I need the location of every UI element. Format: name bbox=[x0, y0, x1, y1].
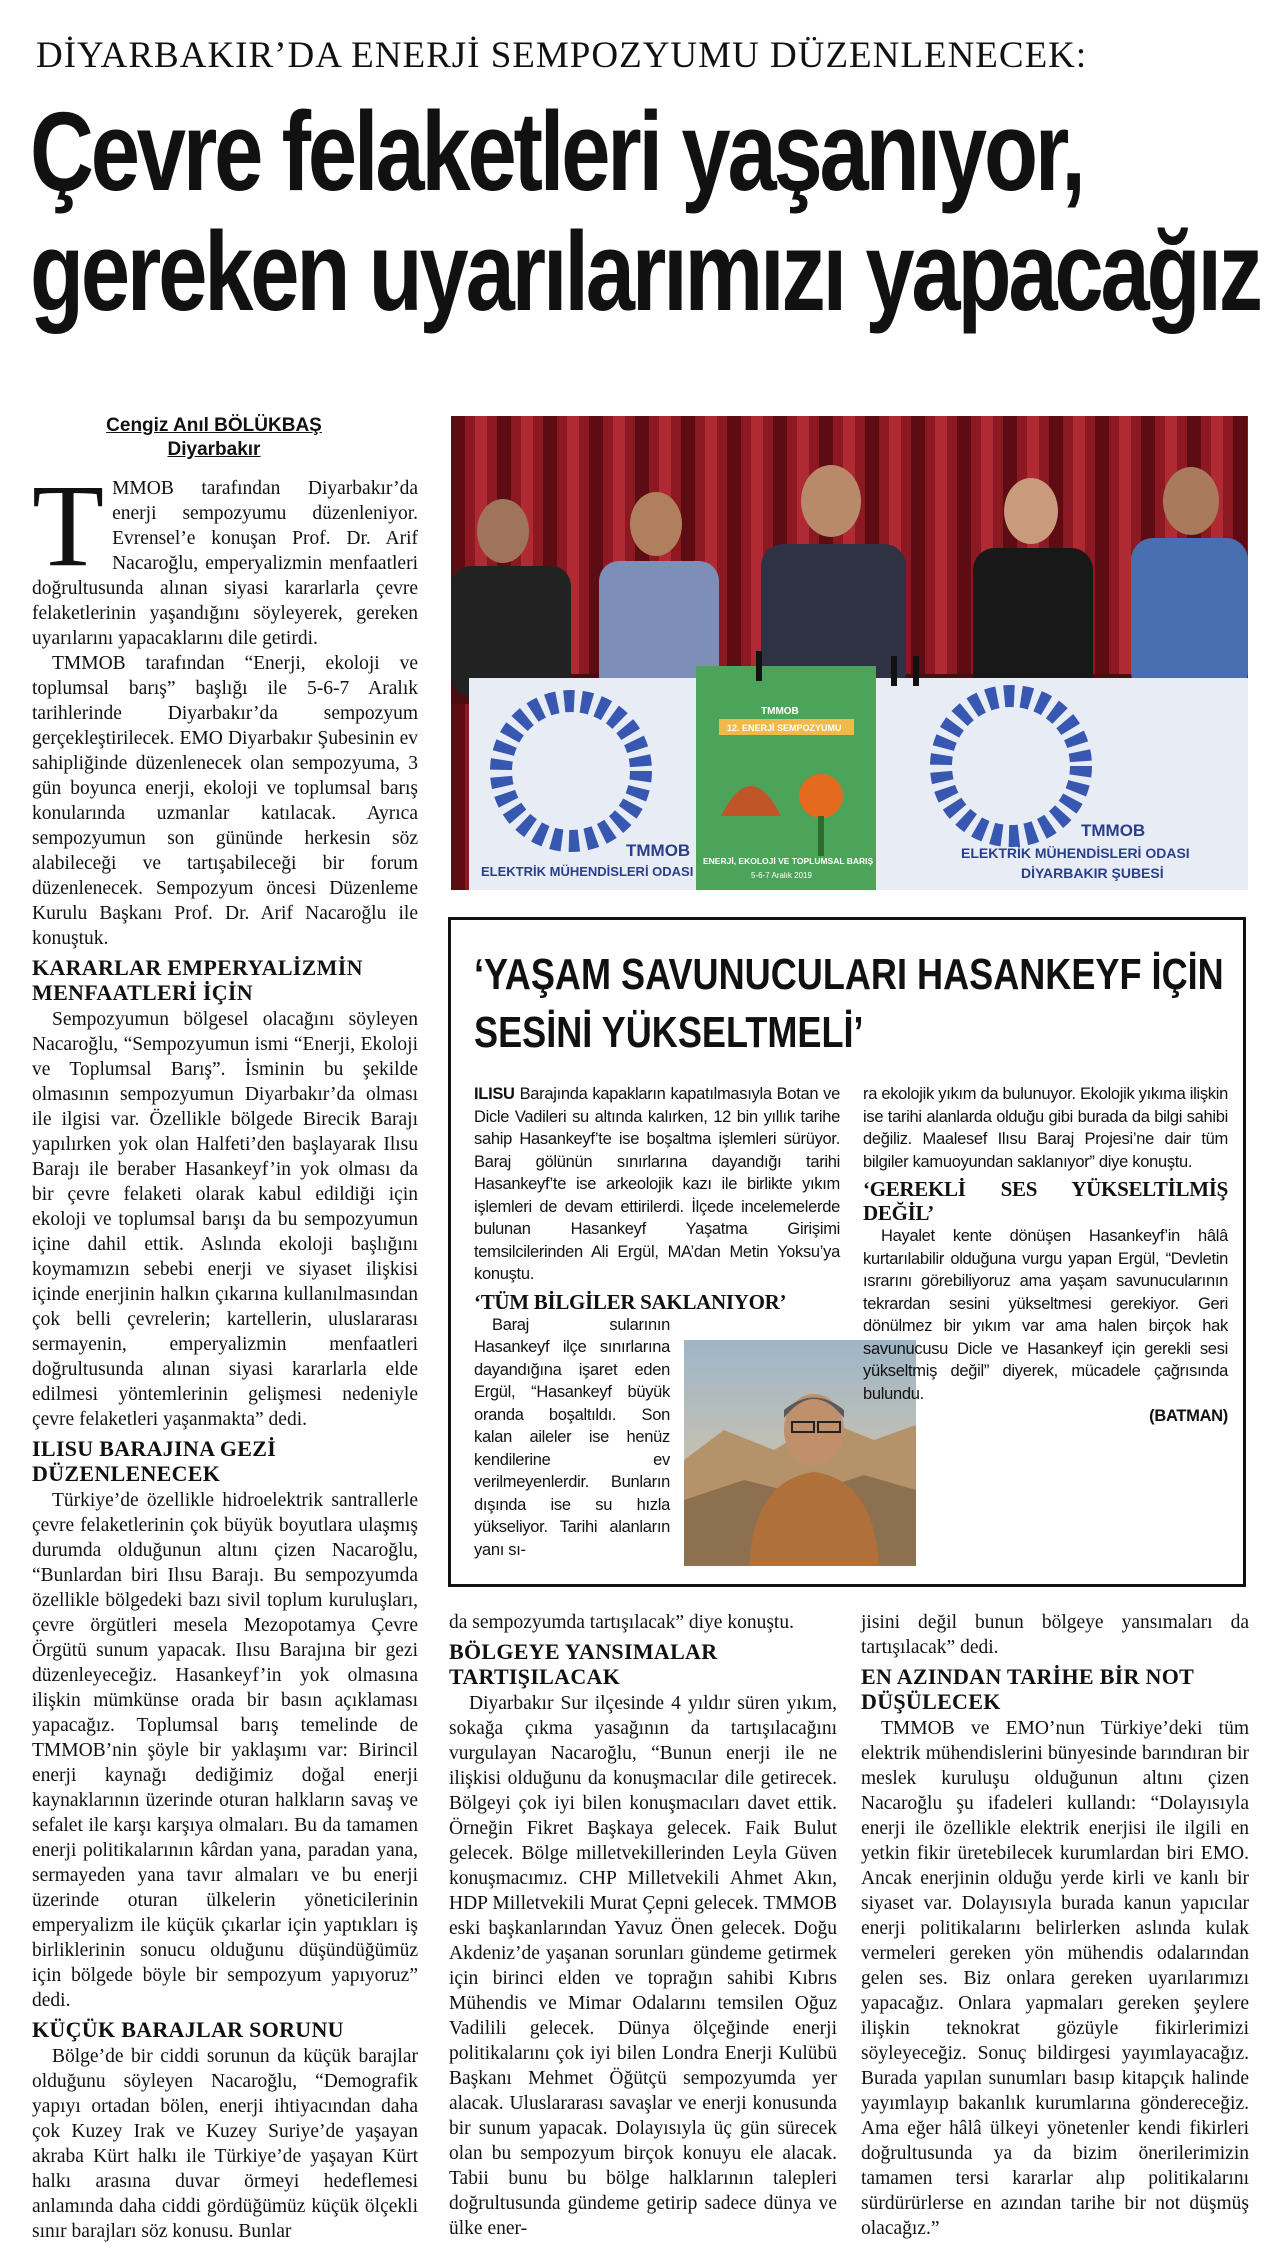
box-subheading: ‘GEREKLİ SES YÜKSELTİLMİŞ DEĞİL’ bbox=[863, 1177, 1228, 1225]
article-column-2 bbox=[449, 1610, 837, 2241]
article-paragraph: Sempozyumun bölgesel olacağını söyleyen Nacaroğlu, “Sempozyumun ismi “Enerji, Ekoloji ve Toplumsal Barış”. İsminin bu şekilde olmasının sempozyumun Diyarbakır’da olması ile ilgisi var. Özellikle bölgede Birecik Barajı yapılırken yok olan Halfeti’den başlayarak Ilısu Barajı ile beraber Hasankeyf’in yok olması da bir çevre felaketi olarak kabul edildiği için ekoloji ve toplumsal barışı da bu sempozyumun içine dahil ettik. Aslında ekoloji başlığını koymamızın sebebi enerji ve siyaset ilişkisi içinde enerjinin halkın çıkarına kullanılmasından çok belli çevrelerin; kartellerin, uluslararası sermayenin, emperyalizmin menfaatleri doğrultusunda alınan siyasi kararlarla elde edilmesi yöntemlerinin gelişmesi nedeniyle çevre felaketleri yaşanmakta” dedi. bbox=[32, 1009, 418, 1430]
article-column-3 bbox=[861, 1610, 1249, 2241]
box-subheading: ‘TÜM BİLGİLER SAKLANIYOR’ bbox=[474, 1289, 787, 1314]
banner-text: TMMOB bbox=[1081, 821, 1146, 840]
subheading: ILISU BARAJINA GEZİ DÜZENLENECEK bbox=[32, 1436, 277, 1486]
subheading: EN AZINDAN TARİHE BİR NOT DÜŞÜLECEK bbox=[861, 1664, 1194, 1714]
article-paragraph: da sempozyumda tartışılacak” diye konuştu. bbox=[449, 1612, 794, 1633]
headline-line-2: gereken uyarılarımızı yapacağız bbox=[30, 209, 1260, 334]
poster-text: ENERJİ, EKOLOJİ VE TOPLUMSAL BARIŞ bbox=[703, 856, 874, 866]
banner-text: DİYARBAKIR ŞUBESİ bbox=[1021, 865, 1164, 881]
subheading: BÖLGEYE YANSIMALAR TARTIŞILACAK bbox=[449, 1639, 718, 1689]
byline-location: Diyarbakır bbox=[167, 439, 261, 460]
banner-text: ELEKTRİK MÜHENDİSLERİ ODASI bbox=[961, 845, 1190, 861]
article-paragraph: TMMOB tarafından Diyarbakır’da enerji sempozyumu düzenleniyor. Evrensel’e konuşan Prof. Dr. Arif Nacaroğlu, emperyalizmin menfaatleri doğrultusunda alınan siyasi kararlarla çevre felaketlerinin yaşandığını söyleyerek, gereken uyarılarını yapacaklarını dile getirdi. bbox=[32, 460, 418, 649]
drop-cap: T bbox=[32, 460, 105, 591]
box-column-2 bbox=[863, 1083, 1228, 1428]
article-paragraph: TMMOB ve EMO’nun Türkiye’deki tüm elektrik mühendislerini bünyesinde barındıran bir meslek kuruluşu olduğunun altını çizen Nacaroğlu şu ifadeleri kullandı: “Dolayısıyla enerji ile özellikle elektrik enerjisi ile ilgili en yetkin fikir üretebilecek kurumlardan biri EMO. Ancak enerjinin olduğu yerde kirli ve kanlı bir siyaset var. Dolayısıyla burada kanun yapıcılar enerji politikalarını belirlerken aslında kulak vermeleri gereken yön mühendis odalarından gelen ses. Biz onlara gereken uyarılarımızı yapacağız. Onlara yapmaları gereken şeylere ilişkin teknokrat gözüyle fikirlerimizi söyleyeceğiz. Sonuç bildirgesi yayımlayacağız. Burada yapılan sunumları basıp kitapçık halinde yayımlayıp bakanlık kurumlarına göndereceğiz. Ama eğer hâlâ ülkeyi yönetenler kendi fikirleri doğrultusunda ya da bizim önerilerimizin tamamen tersi kararlar alıp politikalarını sürdürürlerse en azından tarihe bir not düşmüş olacağız.” bbox=[861, 1718, 1249, 2239]
article-paragraph: Bölge’de bir ciddi sorunun da küçük barajlar olduğunu söyleyen Nacaroğlu, “Demografik yapıyı ortadan bölen, enerji ihtiyacından daha çok Kuzey Irak ve Kuzey Suriye’de yaşayan akraba Kürt halkı ile Türkiye’de yaşayan Kürt halkı arasına duvar örmeyi hedeflemesi anlamında daha ciddi gördüğümüz küçük ölçekli sınır barajları söz konusu. Bunlar bbox=[32, 2046, 418, 2242]
subheading: KÜÇÜK BARAJLAR SORUNU bbox=[32, 2017, 344, 2042]
headline bbox=[30, 89, 1260, 334]
poster-text: 12. ENERJİ SEMPOZYUMU bbox=[727, 723, 842, 733]
box-source: (BATMAN) bbox=[1149, 1407, 1228, 1425]
poster-text: 5-6-7 Aralık 2019 bbox=[751, 871, 812, 880]
poster-text: TMMOB bbox=[761, 706, 799, 717]
article-paragraph: Diyarbakır Sur ilçesinde 4 yıldır süren yıkım, sokağa çıkma yasağının da tartışılacağını vurgulayan Nacaroğlu, “Bunun enerji ile ne ilişkisi olduğunu da konuşmacılar dile getirecek. Bölgeyi çok iyi bilen konuşmacıları davet ettik. Örneğin Fikret Başkaya gelecek. Faik Bulut gelecek. Bölge milletvekillerinden Leyla Güven konuşmacımız. CHP Milletvekili Ahmet Akın, HDP Milletvekili Murat Çepni gelecek. TMMOB eski başkanlarından Yavuz Önen gelecek. Doğu Akdeniz’de yaşanan sorunları gündeme getirmek için birinci elden ve toprağın sahibi Kıbrıs Mühendis ve Mimar Odalarını temsilen Oğuz Vadilili gelecek. Dünya ölçeğinde enerji politikalarını çok iyi bilen Londra Enerji Kulübü Başkanı Mehmet Öğütçü sempozyumda yer alacak. Uluslararası savaşlar ve enerji konusunda bir sunum yapacak. Dolayısıyla üç gün sürecek olan bu sempozyum birçok konuyu ele alacak. Tabii bunu bu bölge halklarının talepleri doğrultusunda gündeme getirip sadece dünya ve ülke ener- bbox=[449, 1693, 837, 2239]
box-title-line-2: SESİNİ YÜKSELTMELİ’ bbox=[474, 1008, 864, 1057]
box-paragraph: Baraj sularının Hasankeyf ilçe sınırlarına dayandığına işaret eden Ergül, “Hasankeyf büyük oranda boşaltıldı. Son kalan aileler ise henüz kendilerine ev verilmeyenlerdir. Bunların dışında ise su hızla yükseliyor. Tarihi alanların yanı sı- bbox=[474, 1315, 670, 1559]
byline-author: Cengiz Anıl BÖLÜKBAŞ bbox=[106, 415, 322, 436]
article-column-1 bbox=[32, 460, 418, 2244]
byline bbox=[34, 414, 394, 462]
box-paragraph: ra ekolojik yıkım da bulunuyor. Ekolojik yıkıma ilişkin ise tarihi alanlarda olduğu gibi burada da bilgi sahibi değiliz. Maalesef Ilısu Baraj Projesi’ne dair tüm bilgiler kamuoyundan saklanıyor” diye konuştu. bbox=[863, 1085, 1228, 1171]
box-lead-word: ILISU bbox=[474, 1085, 515, 1103]
banner-text: TMMOB bbox=[626, 841, 691, 860]
kicker: DİYARBAKIR’DA ENERJİ SEMPOZYUMU DÜZENLENECEK: bbox=[36, 35, 1088, 76]
headline-line-1: Çevre felaketleri yaşanıyor, bbox=[30, 89, 1083, 214]
article-paragraph: jisini değil bunun bölgeye yansımaları da tartışılacak” dedi. bbox=[861, 1612, 1249, 1658]
article-paragraph: TMMOB tarafından “Enerji, ekoloji ve toplumsal barış” başlığı ile 5-6-7 Aralık tarihlerinde Diyarbakır’da sempozyum gerçekleştirilecek. EMO Diyarbakır Şubesinin ev sahipliğinde düzenlenecek olan sempozyuma, 3 gün boyunca enerji, ekoloji ve toplumsal barış konularında uzmanlar katılacak. Ayrıca sempozyumun son gününde herkesin söz alabileceği ve tartışabileceği bir forum düzenlenecek. Sempozyum öncesi Düzenleme Kurulu Başkanı Prof. Dr. Arif Nacaroğlu ile konuştuk. bbox=[32, 653, 418, 949]
article-paragraph: Türkiye’de özellikle hidroelektrik santrallerle çevre felaketlerinin çok büyük boyutlara ulaşmış durumda olduğunun altını çizen Nacaroğlu, “Bunlardan biri Ilısu Barajı. Bu sempozyumda özellikle bölgedeki bazı sivil toplum kuruluşları, çevre örgütleri mesela Mezopotamya Çevre Örgütü sunum yapacak. Ilısu Barajına bir gezi düzenleyeceğiz. Hasankeyf’in yok olmasına ilişkin mümkünse orada bir basın açıklaması yapacağız. Toplumsal barış temelinde de TMMOB’nin şöyle bir yaklaşımı var: Birincil enerji kaynağı dediğimiz doğal enerji kaynaklarının üzerinde oturan halkların savaş ve sefalet ile karşı karşıya olmaları. Bu da tamamen enerji politikalarının kârdan yana, paradan yana, sermayeden yana tavır almaları ve bu enerji üzerinde oturan ülkelerin yöneticilerinin emperyalizm ile küçük çıkarlar için yaptıkları iş birliklerinin sonucu olduğunu düşündüğümüz için bölgede böyle bir sempozyum yapıyoruz” dedi. bbox=[32, 1490, 418, 2011]
box-title bbox=[474, 946, 1224, 1062]
subheading: KARARLAR EMPERYALİZMİN MENFAATLERİ İÇİN bbox=[32, 955, 363, 1005]
press-conference-illustration bbox=[451, 416, 1248, 890]
box-paragraph: Hayalet kente dönüşen Hasankeyf’in hâlâ kurtarılabilir olduğuna vurgu yapan Ergül, “Devletin ısrarını görebiliyoruz ama yaşam savunucularının tekrardan sesini yükseltmesi gerekiyor. Geri dönülmez bir yıkım var ama halen birçok hak savunucusu Dicle ve Hasankeyf için gerekli sesi yükseltmiş değil” diyerek, mücadele çağrısında bulundu. bbox=[863, 1227, 1228, 1403]
box-paragraph: ILISU Barajında kapakların kapatılmasıyla Botan ve Dicle Vadileri su altında kalırken, 12 bin yıllık tarihe sahip Hasankeyf’te ise boşaltma işlemleri sürüyor. Baraj gölünün sınırlarına dayandığı tarihi Hasankeyf’te ise arkeolojik kazı ile birlikte yıkım işlemleri de devam ettirilerdi. İlçede incelemelerde bulunan Hasankeyf Yaşatma Girişimi temsilcilerinden Ali Ergül, MA’dan Metin Yoksu’ya konuştu. bbox=[474, 1085, 840, 1283]
banner-text: ELEKTRİK MÜHENDİSLERİ ODASI bbox=[481, 864, 694, 879]
box-title-line-1: ‘YAŞAM SAVUNUCULARI HASANKEYF İÇİN bbox=[474, 950, 1224, 999]
press-conference-photo bbox=[451, 416, 1248, 890]
